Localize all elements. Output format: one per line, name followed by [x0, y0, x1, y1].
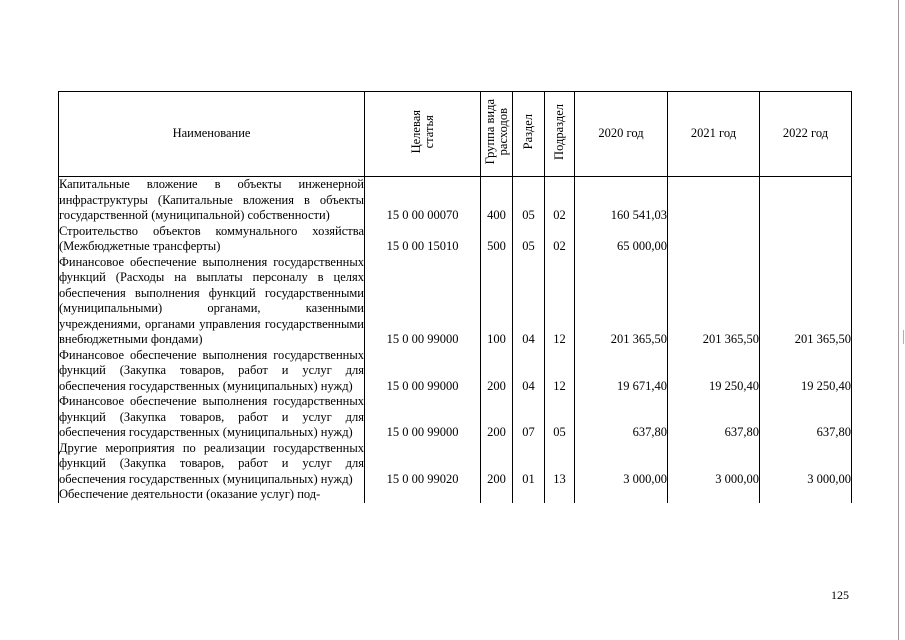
row-section: 05 — [513, 177, 545, 224]
scan-edge-mark — [903, 330, 904, 344]
row-2021 — [668, 177, 760, 224]
table-row — [59, 441, 852, 488]
row-2021 — [668, 487, 760, 503]
header-name: Наименование — [59, 92, 365, 177]
row-2020: 19 671,40 — [575, 348, 668, 395]
row-group: 200 — [481, 441, 513, 488]
header-row — [59, 92, 852, 177]
table-row — [59, 177, 852, 224]
row-section: 01 — [513, 441, 545, 488]
row-2022 — [760, 177, 852, 224]
row-name: Финансовое обеспечение выполнения государственных функций (Расходы на выплаты персоналу в целях обеспечения выполнения функций государственными (муниципальными) органами, казенными учреждениями, органами управления государственными внебюджетными фондами) — [59, 254, 364, 346]
budget-table — [58, 91, 852, 503]
row-name: Обеспечение деятельности (оказание услуг) под- — [59, 487, 365, 503]
row-subsection: 13 — [545, 441, 575, 488]
row-name: Строительство объектов коммунального хозяйства (Межбюджетные трансферты) — [59, 223, 364, 253]
row-target: 15 0 00 99000 — [365, 348, 481, 395]
row-target: 15 0 00 99000 — [365, 255, 481, 348]
row-2022 — [760, 487, 852, 503]
row-2020: 65 000,00 — [575, 224, 668, 255]
scan-edge-line — [898, 0, 899, 640]
row-2020 — [575, 487, 668, 503]
row-target: 15 0 00 00070 — [365, 177, 481, 224]
row-2022 — [760, 224, 852, 255]
row-subsection: 12 — [545, 348, 575, 395]
row-2020: 3 000,00 — [575, 441, 668, 488]
row-group: 200 — [481, 394, 513, 441]
page-number: 125 — [831, 588, 849, 602]
table-row — [59, 394, 852, 441]
table-row — [59, 255, 852, 348]
row-target: 15 0 00 99020 — [365, 441, 481, 488]
row-section — [513, 487, 545, 503]
table-row — [59, 224, 852, 255]
row-2022: 3 000,00 — [760, 441, 852, 488]
row-2022: 637,80 — [760, 394, 852, 441]
row-name: Финансовое обеспечение выполнения государственных функций (Закупка товаров, работ и услуг для обеспечения государственных (муниципальных) нужд) — [59, 347, 364, 393]
header-section: Раздел — [513, 92, 545, 177]
row-2021: 637,80 — [668, 394, 760, 441]
row-target: 15 0 00 15010 — [365, 224, 481, 255]
row-section: 04 — [513, 255, 545, 348]
row-2021: 19 250,40 — [668, 348, 760, 395]
header-2020: 2020 год — [575, 92, 668, 177]
row-section: 04 — [513, 348, 545, 395]
row-group: 500 — [481, 224, 513, 255]
header-expense-group: Группа вида расходов — [481, 92, 513, 177]
row-section: 05 — [513, 224, 545, 255]
row-2022: 19 250,40 — [760, 348, 852, 395]
row-name: Финансовое обеспечение выполнения государственных функций (Закупка товаров, работ и услуг для обеспечения государственных (муниципальных) нужд) — [59, 394, 364, 439]
row-section: 07 — [513, 394, 545, 441]
row-2021: 201 365,50 — [668, 255, 760, 348]
row-subsection: 12 — [545, 255, 575, 348]
row-2020: 201 365,50 — [575, 255, 668, 348]
header-target-article: Целевая статья — [365, 92, 481, 177]
header-subsection: Подраздел — [545, 92, 575, 177]
row-subsection: 05 — [545, 394, 575, 441]
row-subsection: 02 — [545, 224, 575, 255]
row-target — [365, 487, 481, 503]
row-2021 — [668, 224, 760, 255]
row-2020: 160 541,03 — [575, 177, 668, 224]
table-row — [59, 487, 852, 503]
row-group: 400 — [481, 177, 513, 224]
header-2022: 2022 год — [760, 92, 852, 177]
header-2021: 2021 год — [668, 92, 760, 177]
row-2020: 637,80 — [575, 394, 668, 441]
row-group: 200 — [481, 348, 513, 395]
row-subsection — [545, 487, 575, 503]
row-group: 100 — [481, 255, 513, 348]
table-row — [59, 348, 852, 395]
row-name: Капитальные вложение в объекты инженерной инфраструктуры (Капитальные вложения в объекты государственной (муниципальной) собственности) — [59, 177, 364, 222]
row-2022: 201 365,50 — [760, 255, 852, 348]
row-target: 15 0 00 99000 — [365, 394, 481, 441]
row-2021: 3 000,00 — [668, 441, 760, 488]
row-subsection: 02 — [545, 177, 575, 224]
row-name: Другие мероприятия по реализации государственных функций (Закупка товаров, работ и услуг для обеспечения государственных (муниципальных) нужд) — [59, 440, 364, 486]
row-group — [481, 487, 513, 503]
